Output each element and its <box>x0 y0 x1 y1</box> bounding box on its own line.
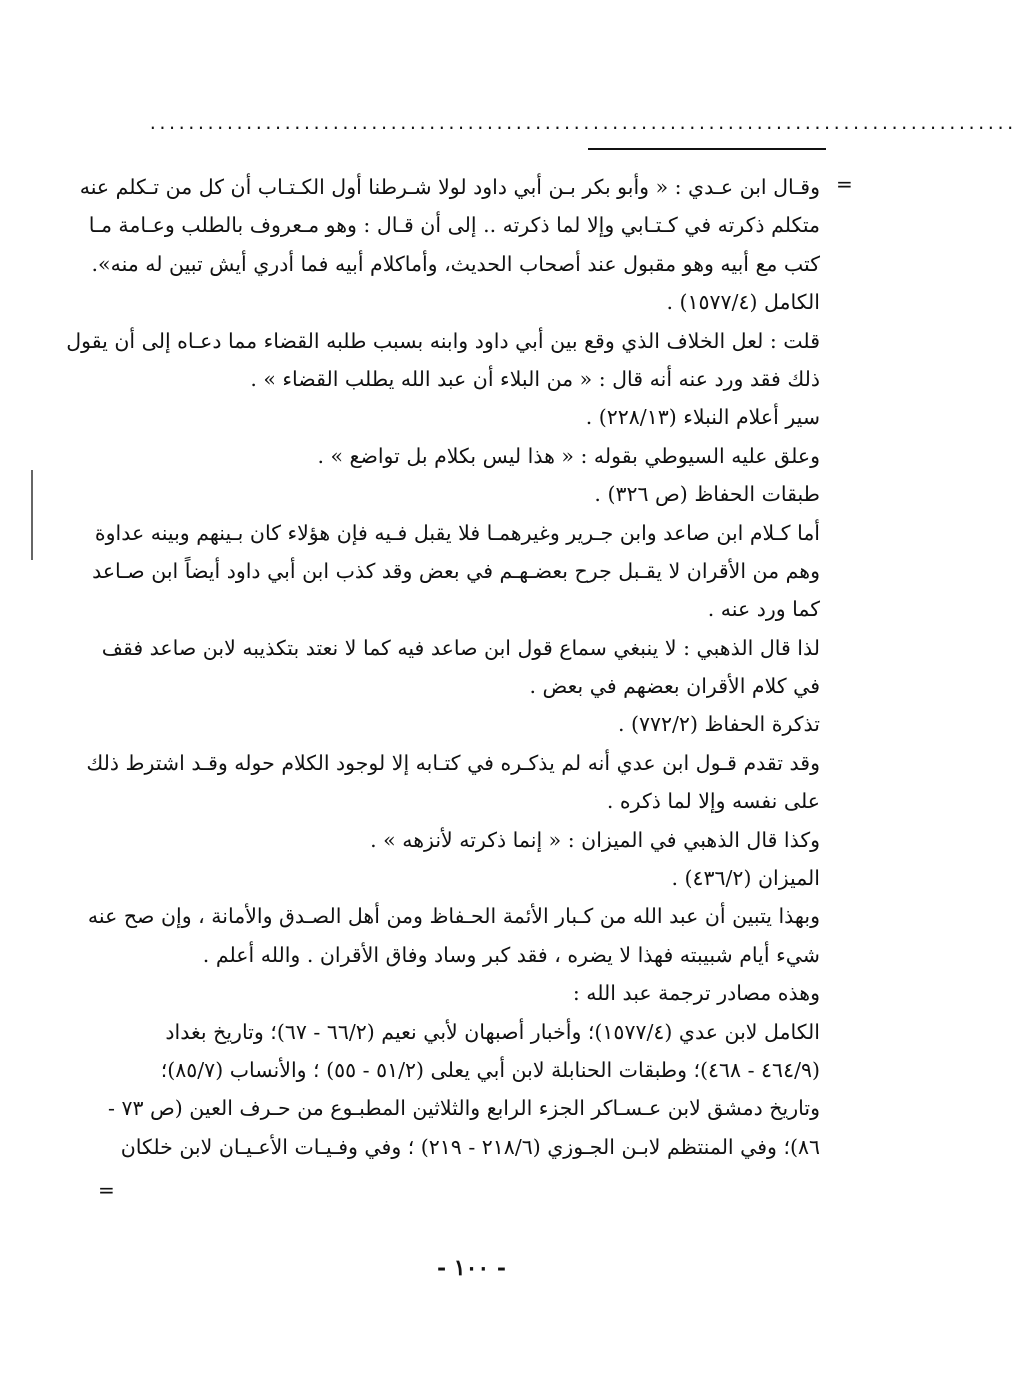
text-line: أما كـلام ابن صاعد وابن جـرير وغيرهمـا فلا يقبل فـيه فإن هؤلاء كان بـينهم وبينه عداوة <box>94 520 820 545</box>
text-line: وعلق عليه السيوطي بقوله : « هذا ليس بكلام بل تواضع » . <box>317 443 820 468</box>
text-line: ٨٦)؛ وفي المنتظم لابـن الجـوزي (٢١٨/٦ - ٢١٩) ؛ وفي وفـيـات الأعـيـان لابن خلكان <box>120 1134 820 1159</box>
text-line: (٤٦٤/٩ - ٤٦٨)؛ وطبقات الحنابلة لابن أبي يعلى (٥١/٢ - ٥٥) ؛ والأنساب (٨٥/٧)؛ <box>160 1057 820 1082</box>
edge-mark-top: = <box>836 172 853 196</box>
text-line: لذا قال الذهبي : لا ينبغي سماع قول ابن صاعد فيه كما لا نعتد بتكذيبه لابن صاعد فقف <box>101 635 820 660</box>
text-line: كتب مع أبيه وهو مقبول عند أصحاب الحديث، وأماكلام أبيه فما أدري أيش تبين له منه». <box>91 251 820 276</box>
text-line: الكامل (١٥٧٧/٤) . <box>666 290 820 315</box>
text-line: شيء أيام شبيبته فهذا لا يضره ، فقد كبر وساد وفاق الأقران . والله أعلم . <box>202 942 820 967</box>
text-line: وتاريخ دمشق لابن عـسـاكر الجزء الرابع والثلاثين المطبـوع من حـرف العين (ص ٧٣ - <box>107 1096 820 1121</box>
separator-dots: .......................................................................................... <box>148 114 1015 133</box>
edge-mark-bottom: = <box>98 1178 115 1202</box>
text-line: وهذه مصادر ترجمة عبد الله : <box>572 981 820 1006</box>
text-line: قلت : لعل الخلاف الذي وقع بين أبي داود وابنه بسبب طلبه القضاء مما دعـاه إلى أن يقول <box>66 328 820 353</box>
text-line: متكلم ذكرته في كـتـابي وإلا لما ذكرته .. إلى أن قـال : وهو مـعروف بالطلب وعـامة مـا <box>88 213 820 238</box>
text-line: تذكرة الحفاظ (٧٧٢/٢) . <box>617 712 820 737</box>
text-line: وقد تقدم قـول ابن عدي أنه لم يذكـره في كتـابه إلا لوجود الكلام حوله وقـد اشترط ذلك <box>86 750 820 775</box>
text-line: وهم من الأقران لا يقـبل جرح بعضـهـم في بعض وقد كذب ابن أبي داود أيضاً ابن صـاعد <box>92 558 820 583</box>
scan-artifact <box>31 470 33 560</box>
text-line: الميزان (٤٣٦/٢) . <box>671 866 820 891</box>
text-line: كما ورد عنه . <box>707 597 820 622</box>
text-line: ذلك فقد ورد عنه أنه قال : « من البلاء أن عبد الله يطلب القضاء » . <box>250 366 820 391</box>
page-number: - ١٠٠ - <box>436 1255 507 1281</box>
text-line: الكامل لابن عدي (١٥٧٧/٤)؛ وأخبار أصبهان لأبي نعيم (٦٦/٢ - ٦٧)؛ وتاريخ بغداد <box>165 1019 820 1044</box>
body-text <box>66 168 820 1166</box>
text-line: سير أعلام النبلاء (٢٢٨/١٣) . <box>585 405 820 430</box>
top-rule <box>588 148 826 150</box>
text-line: طبقات الحفاظ (ص ٣٢٦) . <box>594 482 820 507</box>
text-line: وبهذا يتبين أن عبد الله من كـبار الأئمة الحـفاظ ومن أهل الصـدق والأمانة ، وإن صح عنه <box>87 904 820 929</box>
text-line: على نفسه وإلا لما ذكره . <box>606 789 820 814</box>
text-line: وكذا قال الذهبي في الميزان : « إنما ذكرته لأنزهه » . <box>370 827 820 852</box>
text-line: في كلام الأقران بعضهم في بعض . <box>529 674 820 699</box>
text-line: وقـال ابن عـدي : « وأبو بكر بـن أبي داود لولا شـرطنا أول الكـتـاب أن كل من تـكلم عنه <box>79 175 820 199</box>
